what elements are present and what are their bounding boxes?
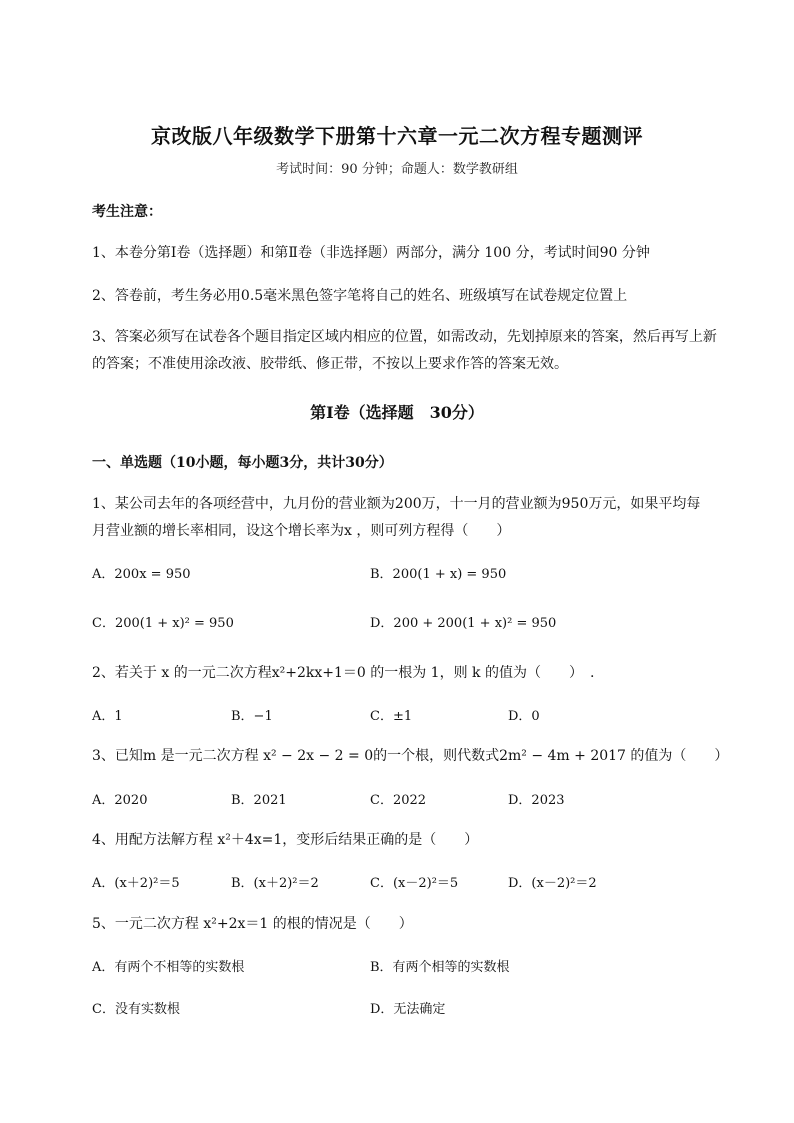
question-2-option-d[interactable]: D．0 [508,709,540,724]
question-5-option-b[interactable]: B．有两个相等的实数根 [370,960,510,975]
question-3-option-c[interactable]: C．2022 [370,793,427,808]
question-4-text: 4、用配方法解方程 x²＋4x=1，变形后结果正确的是（ ） [92,832,479,848]
question-4-option-b[interactable]: B．(x＋2)²＝2 [231,876,319,891]
question-5-text: 5、一元二次方程 x²+2x＝1 的根的情况是（ ） [92,916,413,932]
question-2-text: 2、若关于 x 的一元二次方程x²+2kx+1＝0 的一根为 1，则 k 的值为（ ） . [92,665,595,681]
question-4-option-a[interactable]: A．(x＋2)²＝5 [92,876,180,891]
question-3-option-b[interactable]: B．2021 [231,793,287,808]
question-5-option-a[interactable]: A．有两个不相等的实数根 [92,960,245,975]
question-1-option-c[interactable]: C．200(1 + x)² = 950 [92,616,234,631]
question-1-option-b[interactable]: B．200(1 + x) = 950 [370,567,507,582]
question-1-option-a[interactable]: A．200x = 950 [92,567,191,582]
question-4-option-c[interactable]: C．(x－2)²＝5 [370,876,459,891]
notice-item: 2、答卷前，考生务必用0.5毫米黑色签字笔将自己的姓名、班级填写在试卷规定位置上 [92,288,628,304]
question-5-option-d[interactable]: D．无法确定 [370,1002,446,1017]
question-3-option-d[interactable]: D．2023 [508,793,565,808]
notice-item: 3、答案必须写在试卷各个题目指定区域内相应的位置，如需改动，先划掉原来的答案，然后再写上新 [92,329,717,345]
question-1-text: 月营业额的增长率相同，设这个增长率为x ，则可列方程得（ ） [92,523,511,539]
question-2-option-c[interactable]: C．±1 [370,709,413,724]
section-title: 第Ⅰ卷（选择题 30分） [310,403,484,422]
page-title: 京改版八年级数学下册第十六章一元二次方程专题测评 [151,124,643,148]
question-group-heading: 一、单选题（10小题，每小题3分，共计30分） [92,455,393,471]
notice-item: 1、本卷分第Ⅰ卷（选择题）和第Ⅱ卷（非选择题）两部分，满分 100 分，考试时间90 分钟 [92,245,650,261]
question-2-option-a[interactable]: A．1 [92,709,123,724]
question-1-text: 1、某公司去年的各项经营中，九月份的营业额为200万，十一月的营业额为950万元，如果平均每 [92,496,701,512]
notice-heading: 考生注意： [92,204,162,220]
question-3-text: 3、已知m 是一元二次方程 x² − 2x − 2 = 0的一个根，则代数式2m² − 4m + 2017 的值为（ ） [92,748,729,764]
notice-item: 的答案；不准使用涂改液、胶带纸、修正带，不按以上要求作答的答案无效。 [92,356,568,372]
exam-info: 考试时间：90 分钟；命题人：数学教研组 [276,162,518,177]
question-3-option-a[interactable]: A．2020 [92,793,148,808]
question-2-option-b[interactable]: B．−1 [231,709,273,724]
question-5-option-c[interactable]: C．没有实数根 [92,1002,180,1017]
question-1-option-d[interactable]: D．200 + 200(1 + x)² = 950 [370,616,557,631]
question-4-option-d[interactable]: D．(x－2)²＝2 [508,876,597,891]
